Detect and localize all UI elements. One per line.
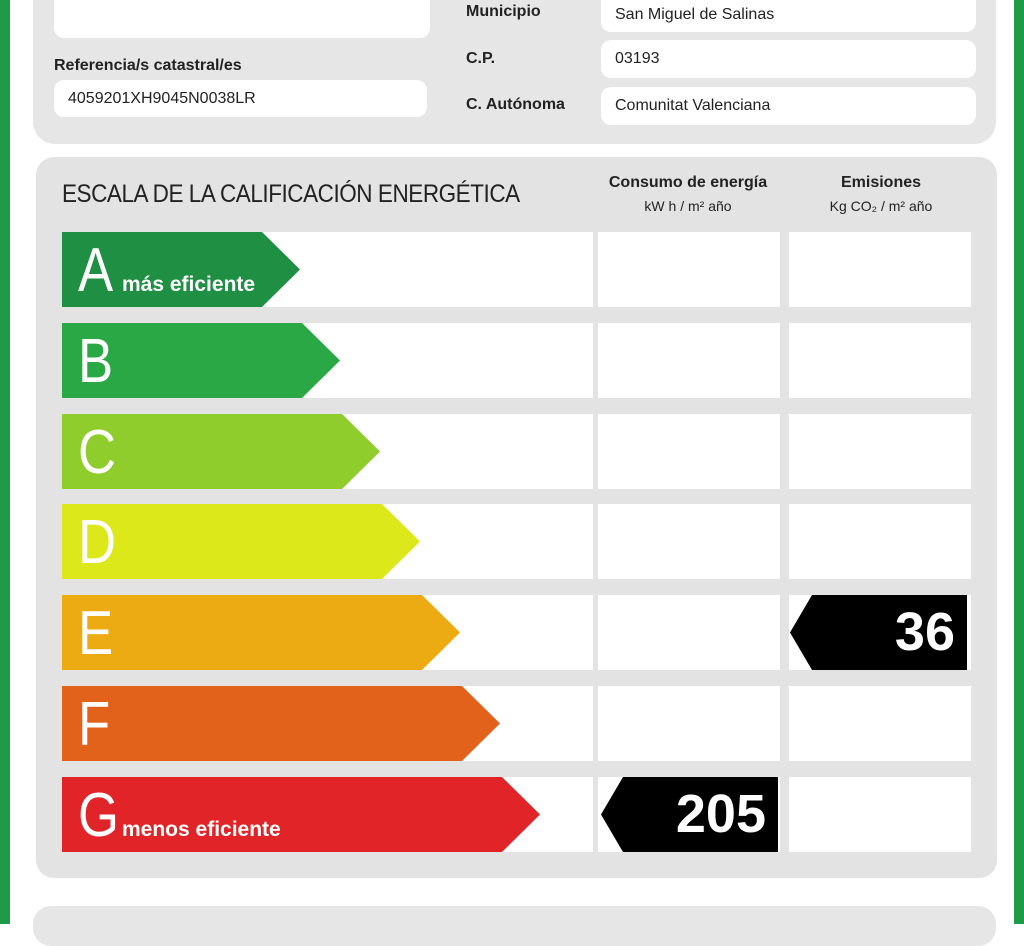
rating-band-c [62, 414, 380, 489]
consumo-unit: kW h / m² año [644, 198, 732, 214]
emisiones-cell-f [789, 686, 971, 761]
left-green-border [0, 0, 10, 924]
consumo-cell-f [598, 686, 780, 761]
rating-band-g [62, 777, 540, 852]
emisiones-header: Emisiones [840, 174, 922, 191]
consumo-rating-tag-value: 205 [675, 784, 766, 844]
band-letter-a: A [78, 236, 114, 305]
band-shape-f [62, 686, 500, 761]
consumo-cell-d [598, 504, 780, 579]
municipio-label: Municipio [466, 3, 541, 20]
autonoma-label: C. Autónoma [466, 96, 565, 113]
consumo-cell-b [598, 323, 780, 398]
rating-band-b [62, 323, 340, 398]
next-section-panel [33, 906, 996, 946]
emisiones-cell-c [789, 414, 971, 489]
band-letter-b: B [78, 327, 114, 396]
band-shape-e [62, 595, 460, 670]
consumo-header: Consumo de energía [608, 174, 768, 191]
cp-value: 03193 [615, 50, 660, 67]
normativa-field [54, 0, 430, 38]
rating-band-d [62, 504, 420, 579]
referencia-value: 4059201XH9045N0038LR [68, 89, 256, 107]
emisiones-rating-tag [790, 595, 967, 670]
autonoma-field [601, 87, 976, 125]
emisiones-cell-b [789, 323, 971, 398]
band-letter-c: C [78, 418, 117, 487]
cp-field [601, 40, 976, 78]
referencia-label: Referencia/s catastral/es [54, 57, 242, 74]
band-letter-d: D [78, 508, 117, 577]
consumo-cell-c [598, 414, 780, 489]
consumo-rating-tag [601, 777, 778, 852]
band-letter-e: E [78, 599, 114, 668]
emisiones-cell-g [789, 777, 971, 852]
emisiones-cell-d [789, 504, 971, 579]
municipio-field [601, 0, 976, 32]
rating-band-e [62, 595, 460, 670]
emisiones-cell-a [789, 232, 971, 307]
band-subtitle-g: menos eficiente [122, 818, 281, 841]
scale-title: ESCALA DE LA CALIFICACIÓN ENERGÉTICA [62, 180, 520, 208]
right-green-border [1014, 0, 1024, 924]
consumo-column-header [598, 174, 778, 214]
cp-label: C.P. [466, 50, 496, 67]
band-letter-g: G [78, 781, 119, 850]
emisiones-unit: Kg CO₂ / m² año [829, 198, 933, 214]
municipio-value: San Miguel de Salinas [615, 6, 775, 23]
referencia-field [54, 80, 427, 117]
band-subtitle-a: más eficiente [122, 273, 256, 296]
band-letter-f: F [78, 690, 111, 759]
emisiones-column-header [790, 174, 972, 214]
rating-band-a [62, 232, 300, 307]
rating-band-f [62, 686, 500, 761]
consumo-cell-a [598, 232, 780, 307]
emisiones-rating-tag-value: 36 [894, 602, 955, 662]
consumo-cell-e [598, 595, 780, 670]
autonoma-value: Comunitat Valenciana [615, 97, 771, 114]
normativa-value [68, 0, 150, 2]
